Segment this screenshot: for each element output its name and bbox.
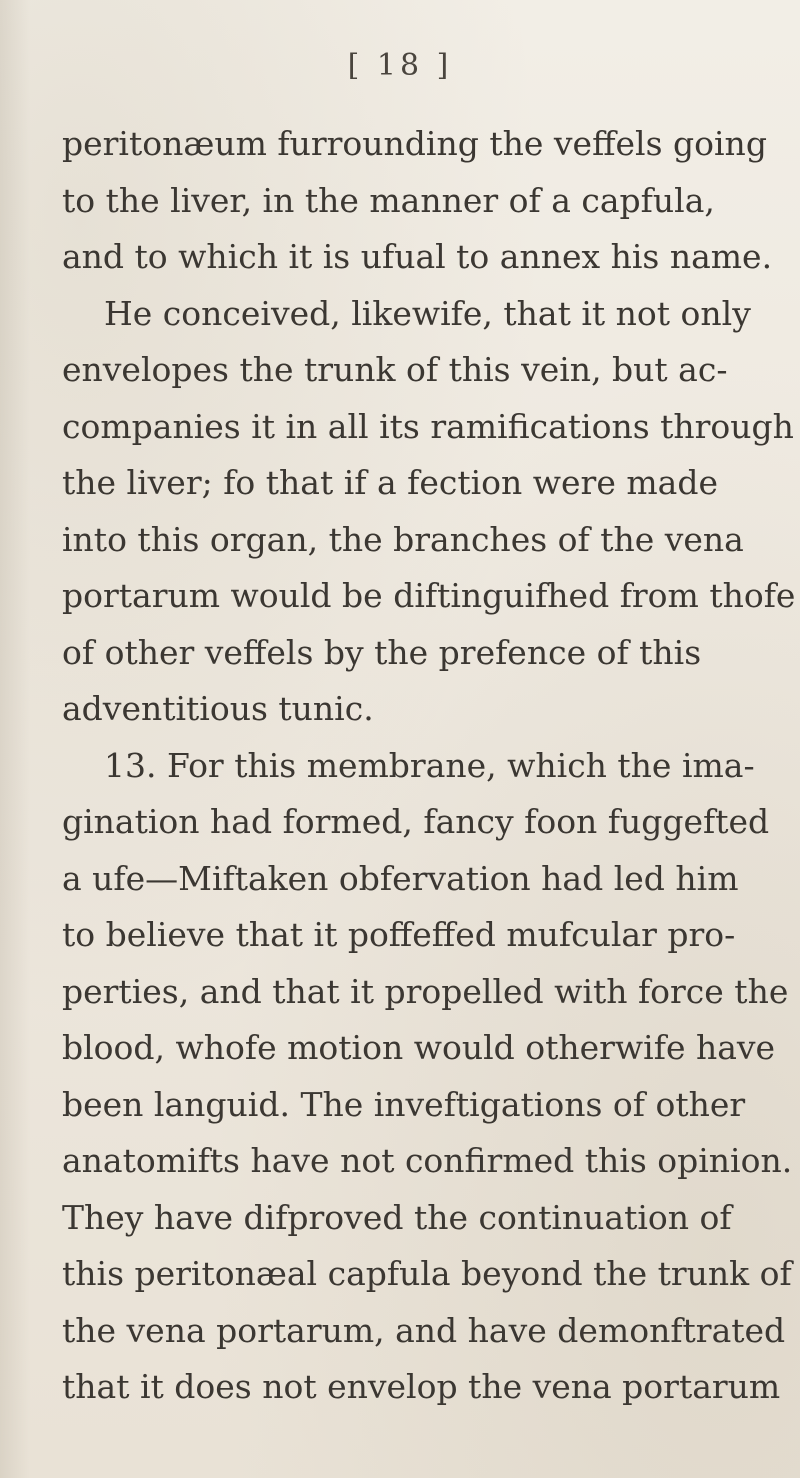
text-line	[62, 344, 794, 396]
line-text: into this organ, the branches of the vena	[62, 519, 744, 559]
text-line	[62, 118, 794, 170]
text-line	[104, 740, 794, 792]
text-line	[62, 627, 794, 679]
line-text: adventitious tunic.	[62, 689, 374, 728]
text-line	[62, 683, 794, 735]
text-line	[62, 401, 794, 453]
line-text: They have difproved the continuation of	[62, 1197, 732, 1237]
line-text: been languid. The inveftigations of other	[62, 1084, 746, 1124]
text-line	[62, 570, 794, 622]
line-text: and to which it is ufual to annex his name.	[62, 237, 773, 276]
text-line	[62, 796, 794, 848]
text-line	[62, 175, 794, 227]
text-line	[62, 1248, 794, 1300]
line-text: gination had formed, fancy foon fuggefted	[62, 802, 770, 841]
line-text: perties, and that it propelled with force the	[62, 971, 789, 1011]
text-line	[62, 909, 794, 961]
line-text: He conceived, likewife, that it not only	[104, 293, 751, 333]
line-text: this peritonæal capfula beyond the trunk of	[62, 1254, 792, 1293]
text-line	[62, 457, 794, 509]
text-line	[62, 1192, 794, 1244]
text-line	[62, 1022, 794, 1074]
line-text: the liver; fo that if a fection were made	[62, 463, 718, 502]
line-text: peritonæum furrounding the veffels going	[62, 124, 767, 163]
text-line	[62, 1361, 794, 1413]
line-text: portarum would be diftinguifhed from thofe	[62, 576, 796, 615]
text-line	[62, 1135, 794, 1187]
text-line	[104, 288, 794, 340]
text-line	[62, 231, 794, 283]
line-text: envelopes the trunk of this vein, but ac-	[62, 350, 728, 389]
line-text: that it does not envelop the vena portarum	[62, 1367, 781, 1406]
line-text: to the liver, in the manner of a capfula,	[62, 180, 715, 220]
text-line	[62, 1305, 794, 1357]
page-number: [ 18 ]	[347, 48, 453, 83]
line-text: anatomifts have not confirmed this opinion.	[62, 1141, 793, 1180]
line-text: companies it in all its ramifications through	[62, 406, 794, 446]
text-line	[62, 853, 794, 905]
line-text: the vena portarum, and have demonftrated	[62, 1310, 786, 1350]
text-line	[62, 966, 794, 1018]
text-line	[62, 1079, 794, 1131]
text-line	[62, 514, 794, 566]
line-text: a ufe—Miftaken obfervation had led him	[62, 858, 739, 898]
line-text: 13. For this membrane, which the ima-	[104, 745, 755, 785]
line-text: blood, whofe motion would otherwife have	[62, 1028, 776, 1067]
line-text: to believe that it poffeffed mufcular pro-	[62, 915, 736, 954]
page-edge-shadow	[0, 0, 30, 1478]
line-text: of other veffels by the prefence of this	[62, 632, 702, 672]
